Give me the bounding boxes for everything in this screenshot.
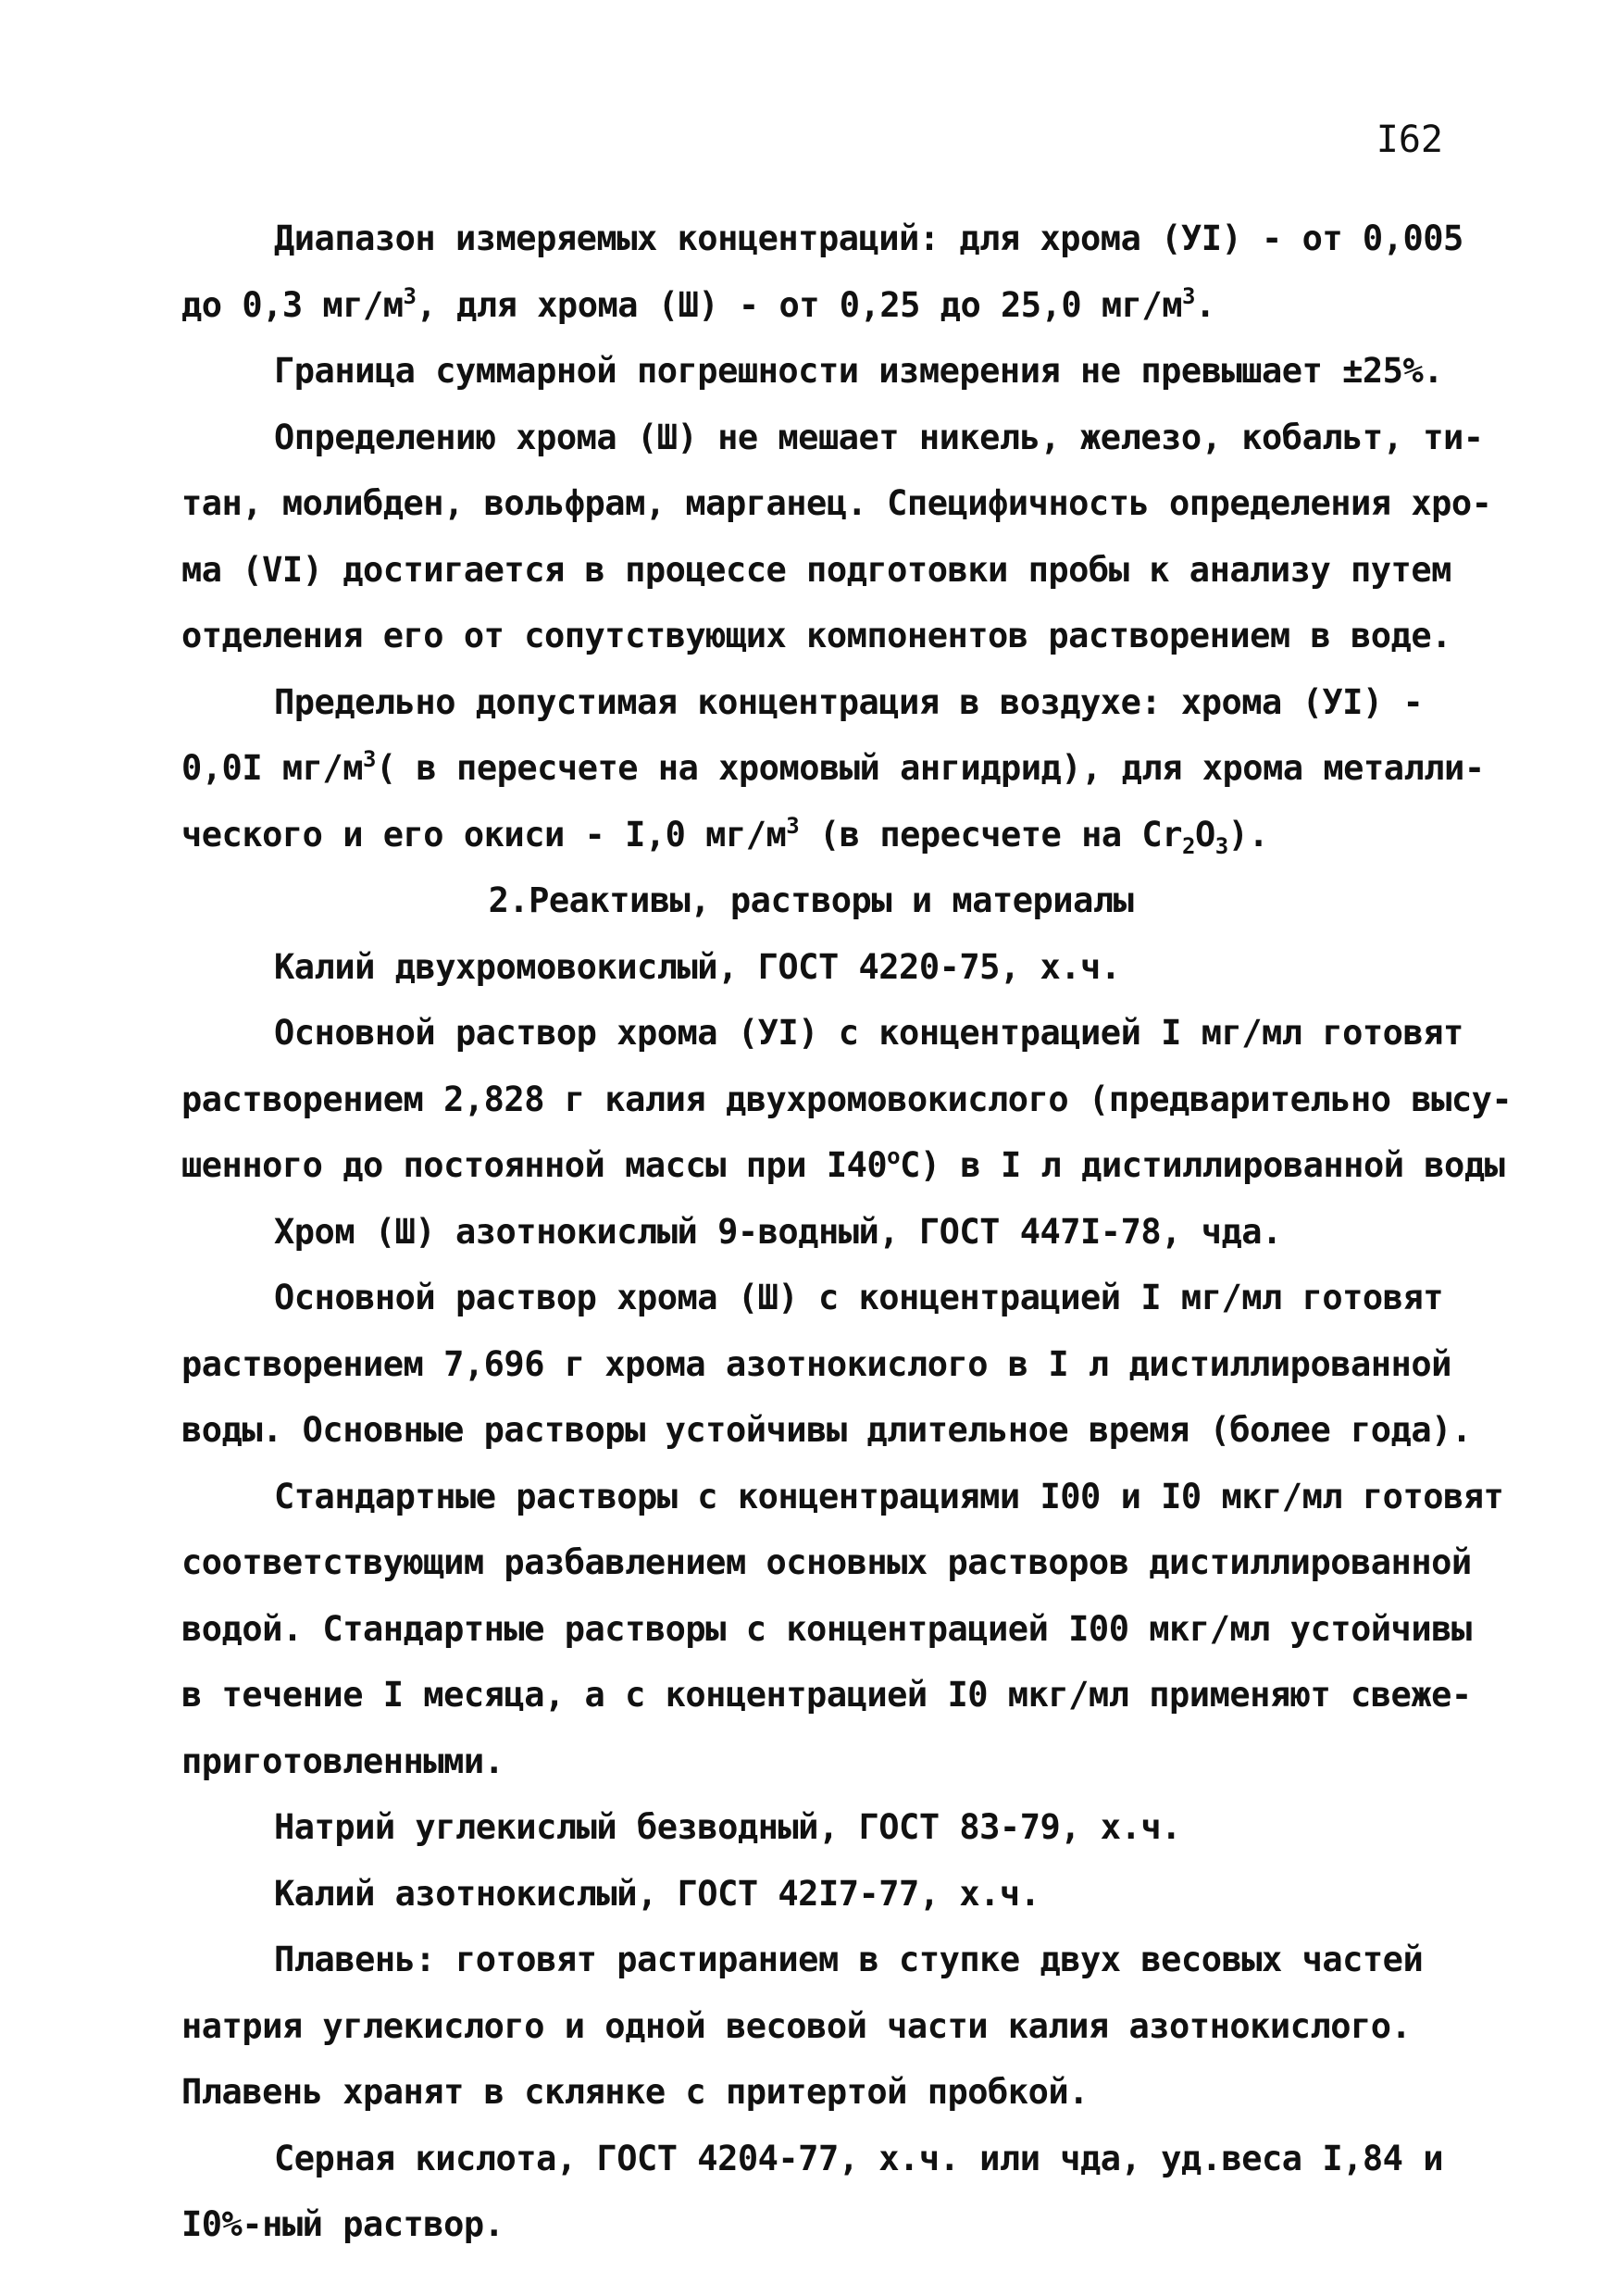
text-segment: шенного до постоянной массы при I40 [181,1145,888,1185]
text-line [181,1000,1477,1067]
text-line [181,2126,1477,2192]
text-segment: Калий азотнокислый, ГОСТ 42I7-77, х.ч. [274,1873,1040,1914]
text-line [181,1464,1504,1530]
text-segment: в течение I месяца, а с концентрацией I0 мкг/мл применяют свеже- [181,1675,1472,1715]
text-segment: Калий двухромовокислый, ГОСТ 4220-75, х.ч. [274,946,1121,987]
text-line [181,338,1477,405]
text-segment: Плавень хранят в склянке с притертой пробкой. [181,2072,1089,2112]
text-segment: растворением 7,696 г хрома азотнокислого в I л дистиллированной [181,1343,1451,1384]
text-line [181,470,1492,537]
text-segment: ). [1227,814,1269,855]
superscript: 3 [1181,282,1195,309]
text-segment: Хром (Ш) азотнокислый 9-водный, ГОСТ 447I-78, чда. [274,1211,1282,1252]
text-line [181,1265,1477,1331]
superscript: 3 [362,746,376,772]
text-segment: Основной раствор хрома (Ш) с концентрацией I мг/мл готовят [274,1278,1444,1317]
text-line [181,2191,1477,2258]
text-segment: O [1194,814,1215,855]
text-segment: водой. Стандартные растворы с концентрацией I00 мкг/мл устойчивы [181,1608,1472,1649]
text-line [181,1728,1477,1795]
text-line [181,603,1477,669]
text-segment: I0%-ный раствор. [181,2204,504,2244]
text-segment: растворением 2,828 г калия двухромовокислого (предварительно высу- [181,1079,1513,1119]
text-segment: С) в I л дистиллированной воды [900,1145,1505,1185]
subscript: 3 [1214,832,1228,859]
text-segment: приготовленными. [181,1741,504,1781]
text-segment: Серная кислота, ГОСТ 4204-77, х.ч. или чда, уд.веса I,84 и [274,2138,1444,2178]
text-segment: ( в пересчете на хромовый ангидрид), для хрома металли- [375,748,1485,788]
text-line [181,1331,1477,1398]
text-line [181,1132,1505,1199]
text-segment: Стандартные растворы с концентрациями I00 и I0 мкг/мл готовят [274,1476,1504,1516]
text-line [181,735,1485,802]
text-segment: Предельно допустимая концентрация в воздухе: хрома (УI) - [274,681,1424,722]
text-line [181,1662,1477,1728]
text-line [181,1993,1477,2060]
section-heading [181,867,1477,934]
superscript: 3 [403,282,417,309]
superscript: о [887,1143,901,1169]
text-segment: (в пересчете на Cr [799,814,1182,855]
text-line [181,2059,1477,2126]
text-line [181,1067,1513,1133]
text-line [181,537,1477,604]
text-line [181,206,1477,272]
text-line [181,1397,1477,1464]
body-text [181,206,1513,2258]
text-line [181,1927,1477,1993]
text-segment: Граница суммарной погрешности измерения не превышает ±25%. [274,351,1444,391]
text-segment: 0,0I мг/м [181,748,363,788]
text-segment: воды. Основные растворы устойчивы длительное время (более года). [181,1410,1472,1450]
subscript: 2 [1181,832,1195,859]
text-line [181,934,1477,1001]
text-segment: тан, молибден, вольфрам, марганец. Специфичность определения хро- [181,483,1492,523]
text-segment: до 0,3 мг/м [181,284,404,325]
text-line [181,1861,1477,1928]
text-line [181,272,1477,339]
text-segment: отделения его от сопутствующих компонентов растворением в воде. [181,616,1451,655]
text-line [181,1794,1477,1861]
text-segment: . [1194,284,1215,325]
text-segment: Диапазон измеряемых концентраций: для хрома (УI) - от 0,005 [274,218,1463,258]
text-segment: Плавень: готовят растиранием в ступке двух весовых частей [274,1940,1424,1979]
text-segment: Натрий углекислый безводный, ГОСТ 83-79, х.ч. [274,1807,1181,1847]
superscript: 3 [786,812,800,839]
text-segment: Определению хрома (Ш) не мешает никель, железо, кобальт, ти- [274,417,1484,457]
text-segment: натрия углекислого и одной весовой части калия азотнокислого. [181,2005,1412,2046]
text-segment: соответствующим разбавлением основных растворов дистиллированной [181,1542,1472,1582]
text-line [181,669,1477,736]
text-segment: Основной раствор хрома (УI) с концентрацией I мг/мл готовят [274,1013,1463,1053]
text-line [181,1596,1477,1663]
text-line [181,1529,1477,1596]
text-line [181,1199,1477,1266]
text-segment: ческого и его окиси - I,0 мг/м [181,814,787,855]
text-segment: 2.Реактивы, растворы и материалы [488,880,1134,920]
text-segment: , для хрома (Ш) - от 0,25 до 25,0 мг/м [416,284,1182,325]
page-number: I62 [1376,119,1443,161]
text-line [181,802,1477,868]
text-line [181,405,1484,471]
text-segment: ма (VI) достигается в процессе подготовки пробы к анализу путем [181,549,1451,590]
